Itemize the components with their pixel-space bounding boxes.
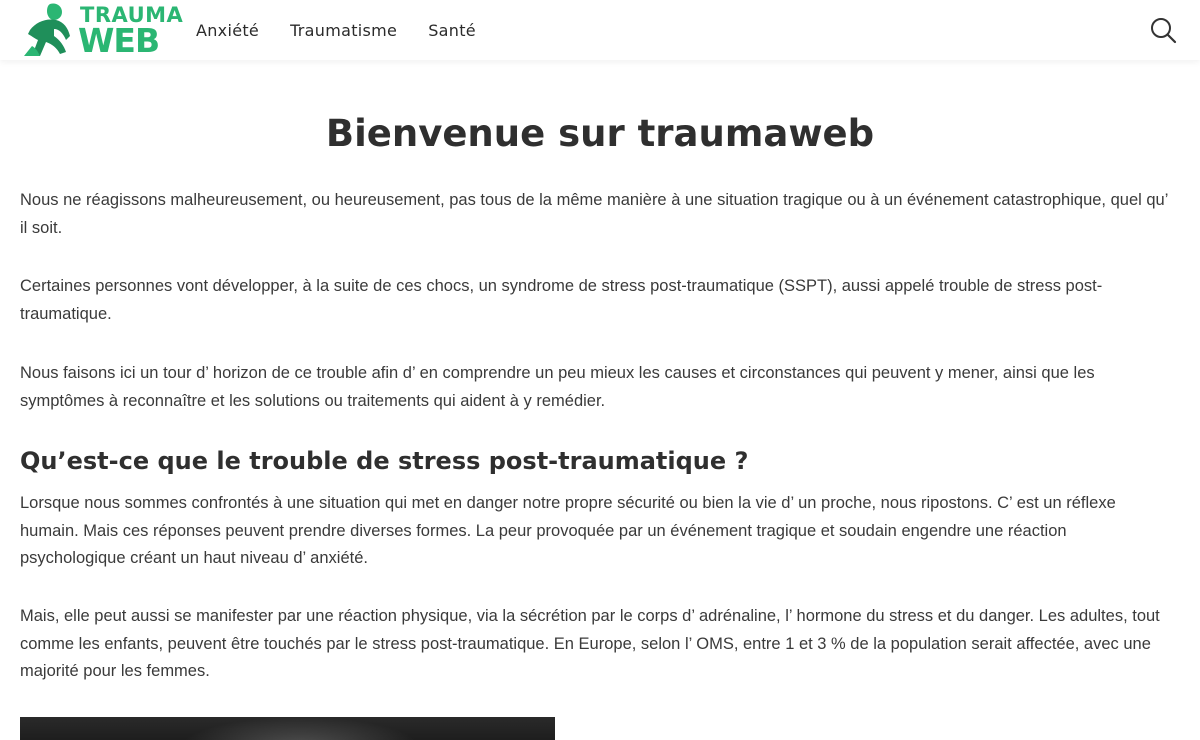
page-title: Bienvenue sur traumaweb — [325, 112, 875, 155]
search-icon — [1148, 15, 1178, 45]
logo-text-web: WEB — [78, 21, 160, 60]
site-header — [0, 0, 1200, 60]
intro-paragraph-3: Nous faisons ici un tour d’ horizon de ce trouble afin d’ en comprendre un peu mieux les causes et circonstances qui peuvent y mener, ainsi que les symptômes à reconnaître et les solutions ou traitements qui aident à y remédier. — [20, 364, 1095, 410]
nav-item-sante[interactable]: Santé — [428, 20, 476, 40]
nav-item-traumatisme[interactable]: Traumatisme — [290, 20, 398, 40]
logo-figure-icon — [20, 0, 82, 60]
section-paragraph-2: Mais, elle peut aussi se manifester par une réaction physique, via la sécrétion par le corps d’ adrénaline, l’ hormone du stress et du danger. Les adultes, tout comme les enfants, peuvent être touchés par le stress post-traumatique. En Europe, selon l’ OMS, entre 1 et 3 % de la population serait affectée, avec une majorité pour les femmes. — [20, 607, 1160, 680]
main-nav — [196, 0, 507, 60]
search-button[interactable] — [1148, 15, 1178, 45]
article-image-highlight — [180, 717, 420, 740]
site-logo[interactable] — [20, 0, 184, 60]
logo-text-trauma: TRAUMA — [80, 3, 184, 27]
section-paragraph-1: Lorsque nous sommes confrontés à une situation qui met en danger notre propre sécurité ou bien la vie d’ un proche, nous ripostons. C’ est un réflexe humain. Mais ces réponses peuvent prendre diverses formes. La peur provoquée par un événement tragique et soudain engendre une réaction psychologique créant un haut niveau d’ anxiété. — [20, 494, 1116, 567]
article-image — [20, 717, 555, 740]
section-heading: Qu’est-ce que le trouble de stress post-traumatique ? — [20, 447, 749, 475]
intro-paragraph-2: Certaines personnes vont développer, à la suite de ces chocs, un syndrome de stress post-traumatique (SSPT), aussi appelé trouble de stress post-traumatique. — [20, 277, 1103, 323]
intro-paragraph-1: Nous ne réagissons malheureusement, ou heureusement, pas tous de la même manière à une situation tragique ou à un événement catastrophique, quel qu’ il soit. — [20, 191, 1168, 237]
nav-item-anxiete[interactable]: Anxiété — [196, 20, 260, 40]
